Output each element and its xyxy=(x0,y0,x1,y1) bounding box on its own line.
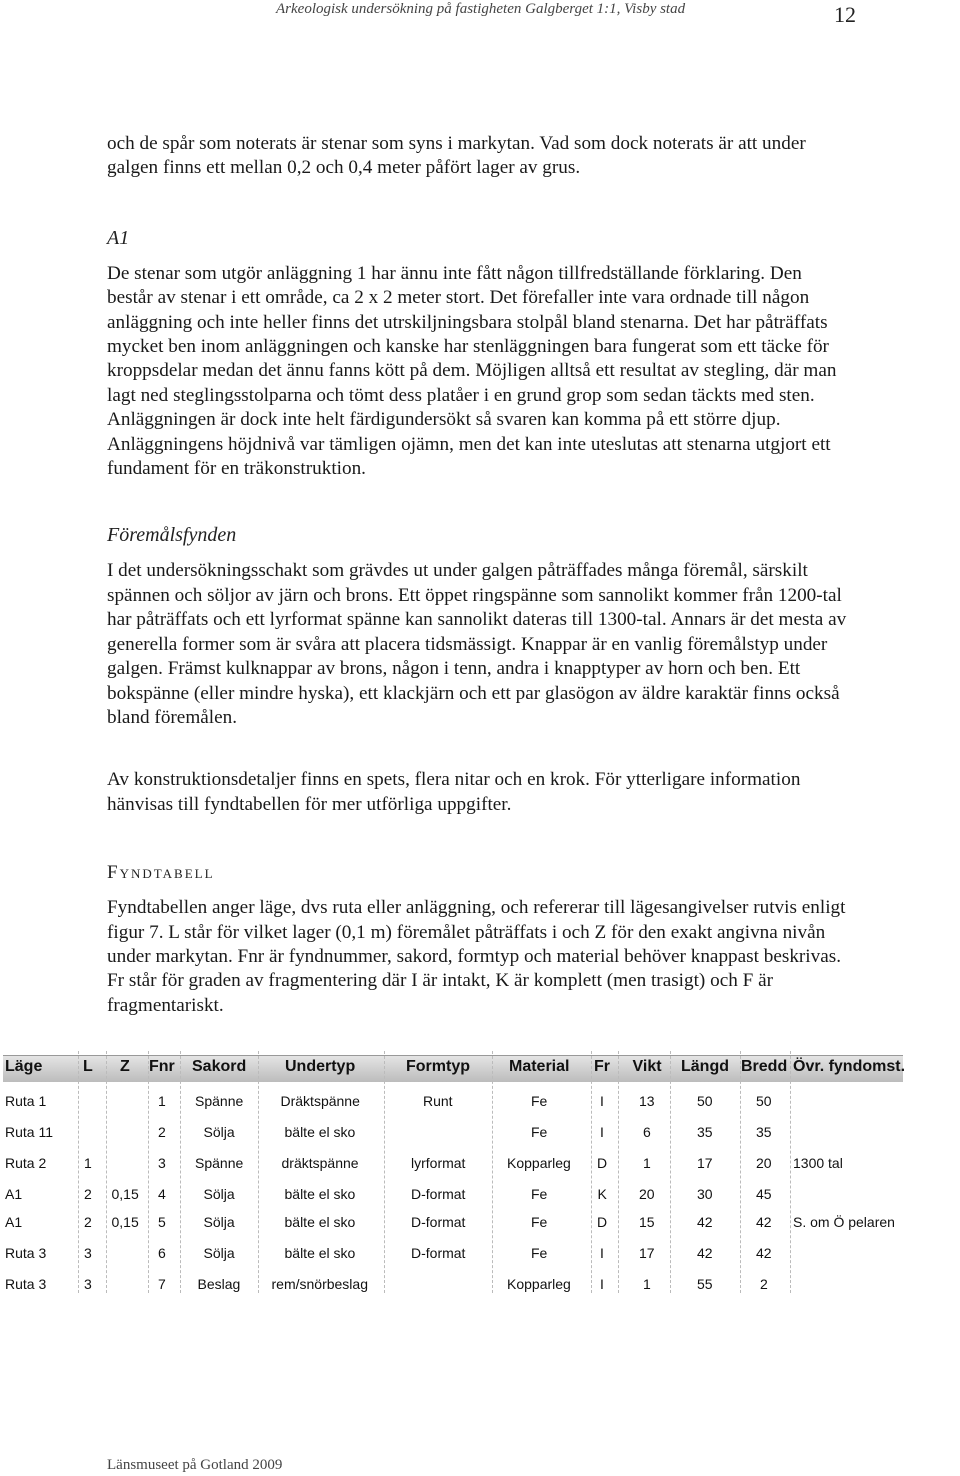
table-cell: Beslag xyxy=(197,1276,241,1292)
column-header: Undertyp xyxy=(285,1058,356,1075)
page-header xyxy=(0,0,960,46)
table-cell: Spänne xyxy=(195,1093,244,1109)
table-cell: 3 xyxy=(84,1276,92,1292)
table-cell: D-format xyxy=(411,1214,466,1230)
table-cell: Fe xyxy=(531,1214,548,1230)
table-cell: 35 xyxy=(756,1124,772,1140)
table-cell: I xyxy=(600,1276,604,1292)
foremalsfynden-heading: Föremålsfynden xyxy=(107,524,237,547)
running-title: Arkeologisk undersökning på fastigheten Galgberget 1:1, Visby stad xyxy=(276,1,686,17)
column-header: Övr. fyndomst. xyxy=(793,1058,906,1075)
table-cell: 50 xyxy=(697,1093,713,1109)
table-cell: 7 xyxy=(158,1276,166,1292)
column-header: Formtyp xyxy=(406,1058,470,1075)
a1-heading: A1 xyxy=(107,226,130,249)
table-cell: I xyxy=(600,1245,604,1261)
foremalsfynden-paragraph-1: I det undersökningsschakt som grävdes ut under galgen påträffades många föremål, särskilt spännen och söljor av järn och brons. Ett öppet ringspänne som sannolikt kommer från 1200-tal har påträffats och ett lyrformat spänne kan sannolikt dateras till 1300-tal. Annars är det mesta av generella former som är svåra att placera tidsmässigt. Knappar är en vanlig föremålstyp under galgen. Främst kulknappar av brons, någon i tenn, andra i knapptyper av horn och ben. Ett bokspänne (eller mindre hyska), ett klackjärn och ett par glasögon av äldre karaktär finns också bland föremålen. xyxy=(107,560,847,728)
table-cell: Ruta 2 xyxy=(5,1155,47,1171)
table-cell: I xyxy=(600,1093,604,1109)
table-cell: 2 xyxy=(84,1214,92,1230)
table-cell: 4 xyxy=(158,1186,166,1202)
find-table xyxy=(0,1051,960,1311)
table-cell: A1 xyxy=(5,1186,23,1202)
table-row xyxy=(0,1124,960,1150)
main-text xyxy=(107,132,847,1018)
table-cell: Ruta 3 xyxy=(5,1276,47,1292)
table-cell: 3 xyxy=(84,1245,92,1261)
table-cell: 2 xyxy=(84,1186,92,1202)
table-cell: 55 xyxy=(697,1276,713,1292)
table-cell: A1 xyxy=(5,1214,23,1230)
table-cell: 42 xyxy=(697,1245,713,1261)
column-header: Bredd xyxy=(741,1058,788,1075)
table-cell: 15 xyxy=(639,1214,655,1230)
table-cell: 0,15 xyxy=(111,1214,139,1230)
column-header: Längd xyxy=(681,1058,729,1075)
table-cell: 35 xyxy=(697,1124,713,1140)
table-cell: dräktspänne xyxy=(281,1155,359,1171)
table-cell: 42 xyxy=(756,1214,772,1230)
table-cell: 45 xyxy=(756,1186,772,1202)
table-row xyxy=(0,1245,960,1271)
table-cell: Fe xyxy=(531,1186,548,1202)
table-row xyxy=(0,1155,960,1181)
table-cell: 42 xyxy=(756,1245,772,1261)
table-cell: 1300 tal xyxy=(793,1155,843,1171)
table-cell: D xyxy=(597,1214,608,1230)
table-cell: 1 xyxy=(643,1276,651,1292)
table-cell: 1 xyxy=(84,1155,92,1171)
table-cell: K xyxy=(597,1186,607,1202)
column-header: Z xyxy=(120,1058,130,1075)
table-cell: 1 xyxy=(643,1155,651,1171)
table-cell: 2 xyxy=(760,1276,768,1292)
table-cell: Sölja xyxy=(203,1124,235,1140)
intro-paragraph: och de spår som noterats är stenar som syns i markytan. Vad som dock noterats är att under galgen finns ett mellan 0,2 och 0,4 meter påfört lager av grus. xyxy=(107,133,806,179)
table-cell: bälte el sko xyxy=(284,1245,356,1261)
table-cell: 1 xyxy=(158,1093,166,1109)
table-cell: D xyxy=(597,1155,608,1171)
table-row xyxy=(0,1186,960,1212)
table-row xyxy=(0,1093,960,1119)
table-cell: Sölja xyxy=(203,1186,235,1202)
column-header: Fnr xyxy=(149,1058,175,1075)
table-cell: Sölja xyxy=(203,1245,235,1261)
table-cell: D-format xyxy=(411,1186,466,1202)
table-cell: I xyxy=(600,1124,604,1140)
foremalsfynden-paragraph-2: Av konstruktionsdetaljer finns en spets, flera nitar och en krok. För ytterligare information hänvisas till fyndtabellen för mer utförliga uppgifter. xyxy=(107,769,801,815)
table-cell: 3 xyxy=(158,1155,166,1171)
table-cell: Runt xyxy=(423,1093,453,1109)
table-cell: Fe xyxy=(531,1245,548,1261)
table-cell: 5 xyxy=(158,1214,166,1230)
column-header: Fr xyxy=(594,1058,610,1075)
table-cell: Kopparleg xyxy=(507,1276,571,1292)
table-cell: 17 xyxy=(697,1155,713,1171)
table-cell: D-format xyxy=(411,1245,466,1261)
page-footer: Länsmuseet på Gotland 2009 xyxy=(107,1457,283,1473)
table-cell: Sölja xyxy=(203,1214,235,1230)
table-cell: Spänne xyxy=(195,1155,244,1171)
table-cell: Ruta 3 xyxy=(5,1245,47,1261)
table-cell: 13 xyxy=(639,1093,655,1109)
table-cell: bälte el sko xyxy=(284,1214,356,1230)
table-cell: rem/snörbeslag xyxy=(271,1276,368,1292)
a1-paragraph: De stenar som utgör anläggning 1 har ännu inte fått någon tillfredställande förklaring. Den består av stenar i ett område, ca 2 x 2 meter stort. Det förefaller inte vara ordnade till någon anläggning och inte heller finns det utrskiljningsbara stolpål bland stenarna. Det har påträffats mycket ben inom anläggningen och kanske har stenläggningen bara fungerat som ett täcke för kroppsdelar medan det ännu fanns kött på dem. Möjligen alltså ett resultat av stegling, där man lagt ned steglingsstolparna och tömt dess platåer i en grund grop som sedan täckts med sten. Anläggningen är dock inte helt färdigundersökt så svaren kan komma på ett större djup. Anläggningens höjdnivå var tämligen ojämn, men det kan inte uteslutas att stenarna utgjort ett fundament för en träkonstruktion. xyxy=(107,262,837,480)
table-cell: 30 xyxy=(697,1186,713,1202)
table-cell: 50 xyxy=(756,1093,772,1109)
table-cell: Kopparleg xyxy=(507,1155,571,1171)
table-cell: 42 xyxy=(697,1214,713,1230)
table-cell: Ruta 11 xyxy=(5,1124,53,1140)
table-cell: 6 xyxy=(643,1124,651,1140)
table-cell: Fe xyxy=(531,1093,548,1109)
table-row xyxy=(0,1276,960,1302)
table-header xyxy=(0,1051,960,1081)
table-cell: Fe xyxy=(531,1124,548,1140)
table-cell: 0,15 xyxy=(111,1186,139,1202)
table-cell: bälte el sko xyxy=(284,1186,356,1202)
table-cell: bälte el sko xyxy=(284,1124,356,1140)
table-cell: 20 xyxy=(756,1155,772,1171)
table-cell: Ruta 1 xyxy=(5,1093,47,1109)
page-number: 12 xyxy=(834,2,856,27)
column-header: Sakord xyxy=(192,1058,247,1075)
table-cell: 2 xyxy=(158,1124,166,1140)
fyndtabell-heading: Fyndtabell xyxy=(107,862,215,884)
table-cell: 20 xyxy=(639,1186,655,1202)
table-cell: S. om Ö pelaren xyxy=(793,1214,895,1230)
table-row xyxy=(0,1214,960,1240)
fyndtabell-paragraph: Fyndtabellen anger läge, dvs ruta eller anläggning, och refererar till lägesangivelser rutvis enligt figur 7. L står för vilket lager (0,1 m) föremålet påträffats i och Z för den exakt angivna nivån under markytan. Fnr är fyndnummer, sakord, formtyp och material behöver knappast beskrivas. Fr står för graden av fragmentering där I är intakt, K är komplett (men trasigt) och F är fragmentariskt. xyxy=(107,897,846,1016)
table-cell: 17 xyxy=(639,1245,655,1261)
column-header: Material xyxy=(509,1058,570,1075)
column-header: L xyxy=(83,1058,93,1075)
table-cell: lyrformat xyxy=(411,1155,466,1171)
column-header: Vikt xyxy=(632,1058,662,1075)
table-cell: Dräktspänne xyxy=(280,1093,360,1109)
column-header: Läge xyxy=(5,1058,43,1075)
table-cell: 6 xyxy=(158,1245,166,1261)
